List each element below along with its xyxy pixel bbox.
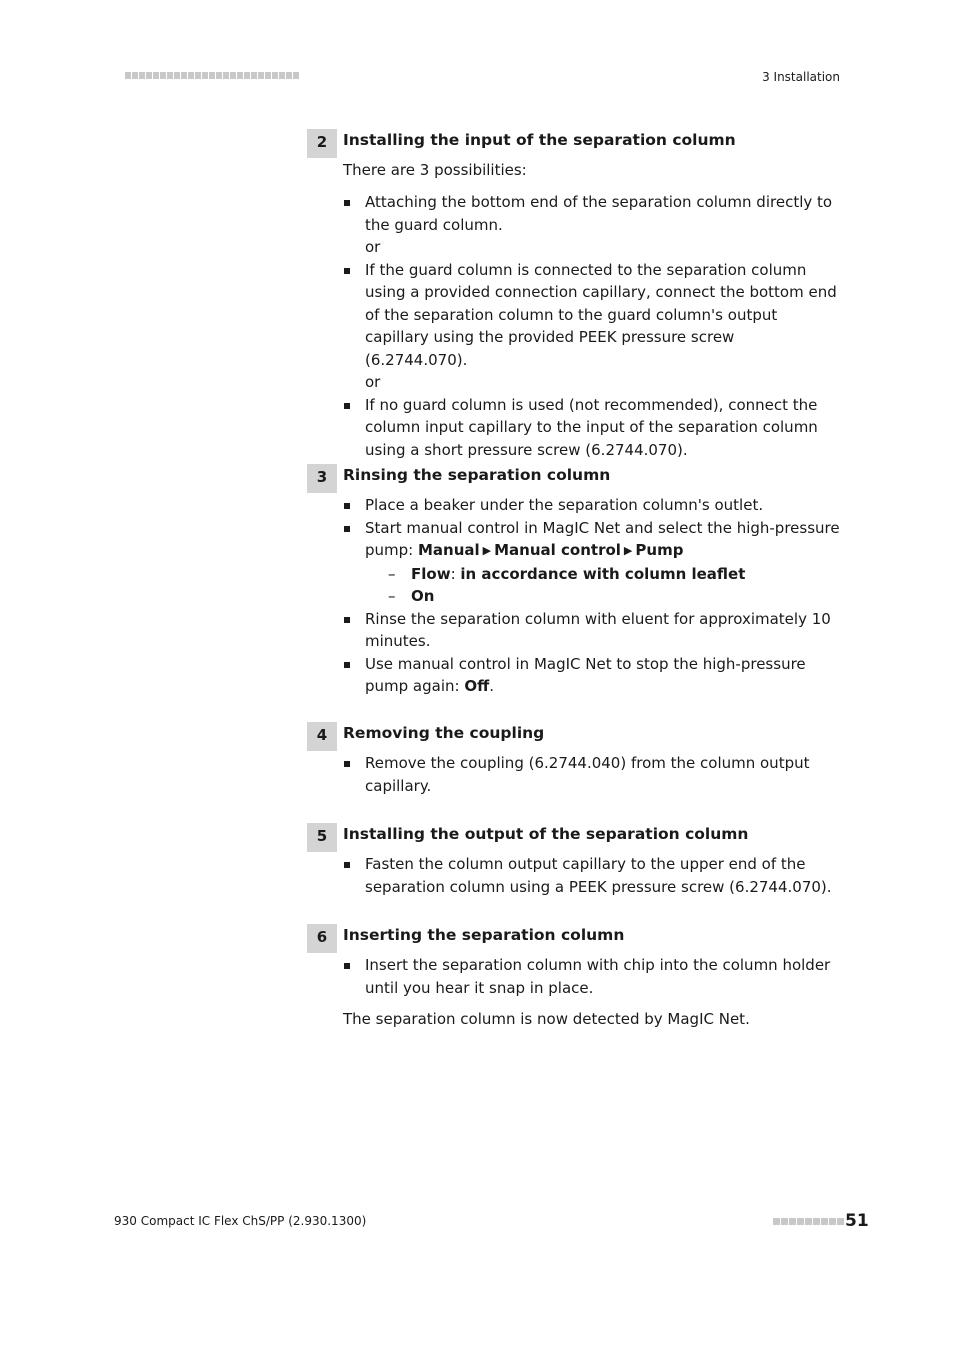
list-item: Start manual control in MagIC Net and select the high-pressure pump: Manual ▶ Manual control ▶ Pump – Flow: in accordance with column leaflet – On: [343, 517, 841, 608]
step-number: 3: [307, 464, 337, 493]
bullet-square-icon: [344, 963, 350, 969]
bullet-square-icon: [344, 268, 350, 274]
step-6-bullets: [343, 954, 841, 999]
list-item: Rinse the separation column with eluent for approximately 10 minutes.: [343, 608, 841, 653]
dash-icon: –: [388, 587, 396, 605]
menu-arrow-icon: ▶: [482, 544, 492, 557]
step-4-bullets: [343, 752, 841, 797]
list-item: Attaching the bottom end of the separation column directly to the guard column. or: [343, 191, 841, 259]
step-3-bullets: [343, 494, 841, 698]
bullet-square-icon: [344, 403, 350, 409]
list-item: Place a beaker under the separation column's outlet.: [343, 494, 841, 517]
page-number: 51: [845, 1211, 869, 1231]
step-title: Installing the input of the separation column: [343, 131, 736, 149]
list-item: Remove the coupling (6.2744.040) from the column output capillary.: [343, 752, 841, 797]
sub-list: [365, 563, 841, 608]
or-text: or: [365, 238, 381, 256]
list-item: Insert the separation column with chip into the column holder until you hear it snap in place.: [343, 954, 841, 999]
menu-arrow-icon: ▶: [623, 544, 633, 557]
step-5-bullets: [343, 853, 841, 898]
footer-product: 930 Compact IC Flex ChS/PP (2.930.1300): [114, 1214, 367, 1228]
list-item: Fasten the column output capillary to the upper end of the separation column using a PEEK pressure screw (6.2744.070).: [343, 853, 841, 898]
sub-list-item: – Flow: in accordance with column leaflet: [365, 563, 841, 586]
menu-path-item: Manual: [417, 541, 480, 559]
step-title: Installing the output of the separation column: [343, 825, 749, 843]
step-title: Removing the coupling: [343, 724, 545, 742]
sub-list-item: – On: [365, 585, 841, 608]
menu-path-item: Pump: [635, 541, 684, 559]
step-number: 4: [307, 722, 337, 751]
step-title: Rinsing the separation column: [343, 466, 611, 484]
bullet-square-icon: [344, 200, 350, 206]
step-2-bullets: [343, 191, 841, 461]
footer-dots: [773, 1218, 844, 1225]
bullet-square-icon: [344, 526, 350, 532]
bullet-square-icon: [344, 761, 350, 767]
bullet-square-icon: [344, 662, 350, 668]
step-intro: There are 3 possibilities:: [343, 161, 527, 179]
step-outro: The separation column is now detected by MagIC Net.: [343, 1010, 750, 1028]
step-title: Inserting the separation column: [343, 926, 625, 944]
list-item: If the guard column is connected to the separation column using a provided connection capillary, connect the bottom end of the separation column to the guard column's output capillary using the provided PEEK pressure screw (6.2744.070). or: [343, 259, 841, 394]
step-number: 2: [307, 129, 337, 158]
list-item: Use manual control in MagIC Net to stop the high-pressure pump again: Off.: [343, 653, 841, 698]
step-number: 5: [307, 823, 337, 852]
step-number: 6: [307, 924, 337, 953]
dash-icon: –: [388, 564, 396, 583]
menu-path-item: Manual control: [494, 541, 621, 559]
bullet-square-icon: [344, 503, 350, 509]
header-section-title: 3 Installation: [762, 70, 840, 84]
bullet-square-icon: [344, 862, 350, 868]
list-item: If no guard column is used (not recommended), connect the column input capillary to the input of the separation column using a short pressure screw (6.2744.070).: [343, 394, 841, 462]
or-text: or: [365, 373, 381, 391]
header-dots: [125, 72, 299, 81]
bullet-square-icon: [344, 617, 350, 623]
